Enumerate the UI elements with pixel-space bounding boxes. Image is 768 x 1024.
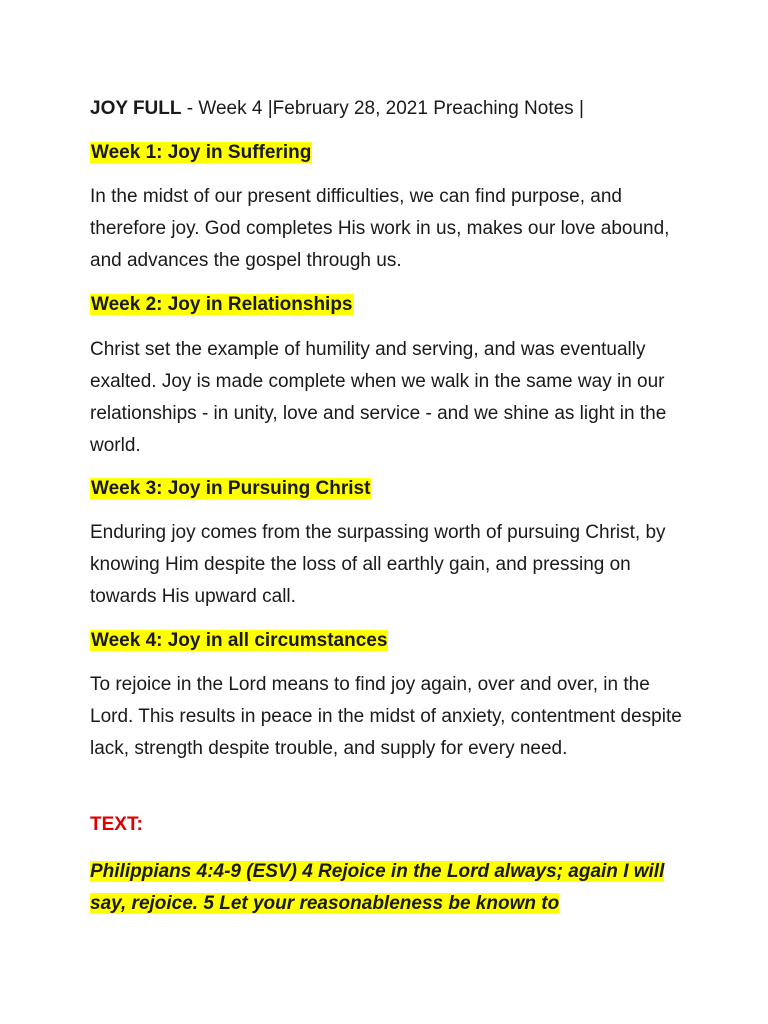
week-2-body: Christ set the example of humility and serving, and was eventually exalted. Joy is made complete when we walk in the same way in our relationships - in unity, love and service - and we shine as light in the world. (90, 339, 667, 456)
week-1-heading-text: Week 1: Joy in Suffering (91, 142, 312, 163)
week-3-heading (90, 476, 371, 502)
week-4-heading (90, 628, 388, 654)
scripture-text: Philippians 4:4-9 (ESV) 4 Rejoice in the Lord always; again I will say, rejoice. 5 Let your reasonableness be known to (90, 861, 665, 914)
series-title: JOY FULL (90, 98, 182, 119)
week-4-heading-text: Week 4: Joy in all circumstances (91, 630, 388, 651)
week-1-heading (90, 140, 312, 166)
week-4-body: To rejoice in the Lord means to find joy again, over and over, in the Lord. This results in peace in the midst of anxiety, contentment despite lack, strength despite trouble, and supply for every need. (90, 674, 682, 759)
week-2-heading (90, 292, 354, 318)
week-3-body: Enduring joy comes from the surpassing worth of pursuing Christ, by knowing Him despite the loss of all earthly gain, and pressing on towards His upward call. (90, 522, 666, 607)
scripture-passage (90, 856, 690, 920)
week-2-heading-text: Week 2: Joy in Relationships (91, 294, 353, 315)
text-label: TEXT: (90, 814, 143, 835)
page-title (90, 96, 584, 122)
week-1-body: In the midst of our present difficulties, we can find purpose, and therefore joy. God completes His work in us, makes our love abound, and advances the gospel through us. (90, 186, 670, 271)
title-subtitle: - Week 4 |February 28, 2021 Preaching Notes | (181, 98, 584, 119)
week-3-heading-text: Week 3: Joy in Pursuing Christ (91, 478, 371, 499)
